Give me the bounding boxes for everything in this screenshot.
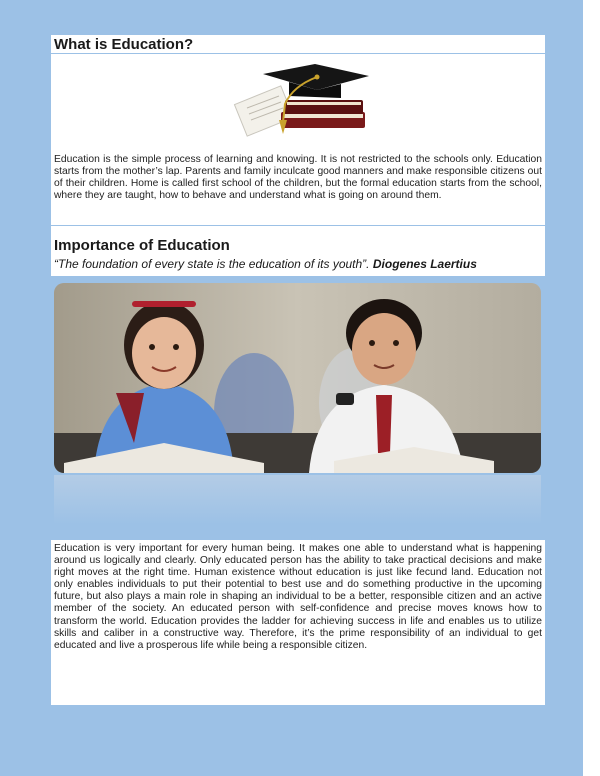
intro-paragraph: Education is the simple process of learning and knowing. It is not restricted to the schools only. Education starts from the mother’s lap. Parents and family inculcate good manners and make responsible citizens out of their children. Home is called first school of the children, but the formal education starts from the school, where they are taught, how to behave and understand what is going on around them.	[54, 154, 542, 202]
importance-paragraph: Education is very important for every human being. It makes one able to understand what is happening around us logically and clearly. Only educated person has the ability to take practical decisions and make right moves at the right time. Human existence without education is just like fecund land. Education not only enables individuals to put their potential to best use and do something productive in the upcoming future, but also plays a main role in shaping an individual to be a better, responsible citizen and an active member of the society. An educated person with self-confidence and precise moves knows how to transform the world. Education provides the ladder for achieving success in life and enables us to utilize skills and caliber in a constructive way. Therefore, it’s the prime responsibility of an individual to get educated and live a prosperous life while being a responsible citizen.	[54, 543, 542, 651]
section-title-what-is-education: What is Education?	[54, 36, 194, 53]
graduation-cap-books-image	[233, 60, 373, 140]
quote-author: Diogenes Laertius	[372, 257, 477, 271]
children-photo	[54, 283, 541, 473]
books-icon	[281, 100, 365, 128]
quote	[54, 257, 544, 271]
quote-text: “The foundation of every state is the education of its youth”.	[54, 257, 370, 271]
section-title-importance: Importance of Education	[54, 237, 230, 254]
photo-reflection	[54, 475, 541, 533]
